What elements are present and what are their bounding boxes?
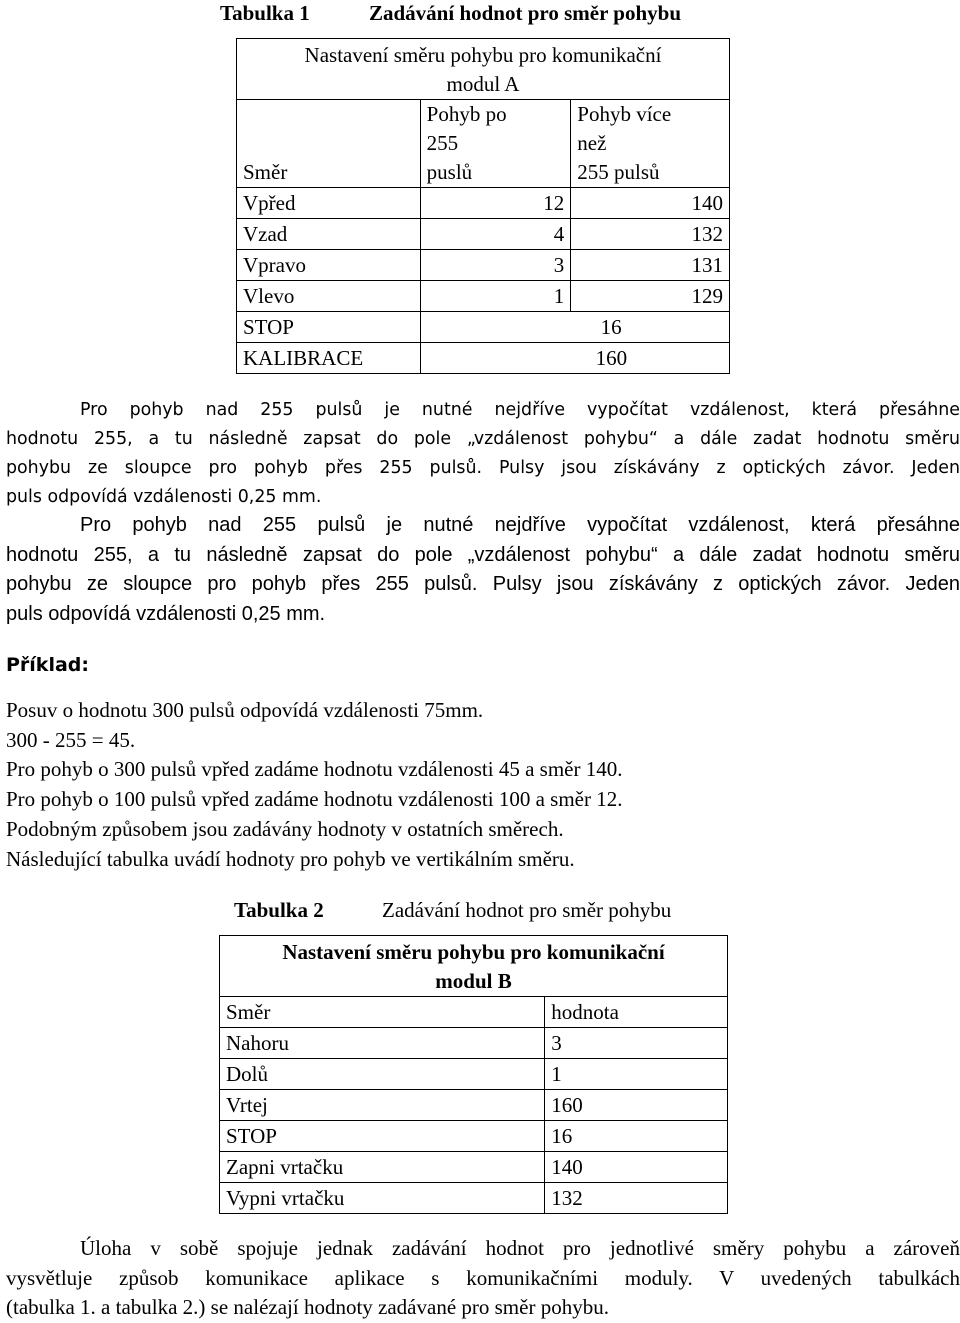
table-row [237,219,730,250]
table-row [220,1059,728,1090]
table1-a-cell: 4 [420,219,571,250]
table1-b-cell: 129 [571,281,730,312]
paragraph-2 [6,511,960,629]
paragraph-1-line: puls odpovídá vzdálenosti 0,25 mm. [6,487,322,507]
table1-dir-cell: STOP [237,312,421,343]
table-row [220,1121,728,1152]
table2-val-cell: 1 [545,1059,728,1090]
table2-dir-cell: Vrtej [220,1090,545,1121]
table-row [220,1090,728,1121]
table2-val-cell: 132 [545,1183,728,1214]
table1-dir-cell: Vzad [237,219,421,250]
table1-b-cell: 131 [571,250,730,281]
example-body [6,696,960,874]
table1-col-a [420,100,571,188]
table1-b-cell: 132 [571,219,730,250]
table2-val-cell: 3 [545,1028,728,1059]
example-line: Posuv o hodnotu 300 pulsů odpovídá vzdálenosti 75mm. [6,698,484,722]
table-row [220,1183,728,1214]
table1-label: Tabulka 1 [220,1,310,25]
table1-dir-cell: KALIBRACE [237,343,421,374]
table2-val-cell: 160 [545,1090,728,1121]
table1-col-b [571,100,730,188]
table1-a-cell: 12 [420,188,571,219]
example-line: Podobným způsobem jsou zadávány hodnoty v ostatních směrech. [6,816,564,841]
table2-header-row [220,997,728,1028]
table2 [219,935,728,1214]
paragraph-2-line: Pro pohyb nad 255 pulsů je nutné nejdříve vypočítat vzdálenost, která přesáhne [80,514,960,536]
table2-title-line2: modul B [435,969,512,993]
example-heading: Příklad: [6,654,89,676]
example-line: 300 - 255 = 45. [6,727,136,752]
closing-line: (tabulka 1. a tabulka 2.) se nalézají hodnoty zadávané pro směr pohybu. [6,1295,609,1319]
table2-col-dir: Směr [220,997,545,1028]
table1-col-b-line1: Pohyb více [577,102,672,126]
table-row [237,312,730,343]
table1-dir-cell: Vpravo [237,250,421,281]
table1-col-a-line2: 255 [426,131,459,155]
table1-col-a-line3: puslů [426,160,473,184]
table1-title [237,39,730,100]
table-row [237,250,730,281]
paragraph-1-line: Pro pohyb nad 255 pulsů je nutné nejdříve vypočítat vzdálenost, která přesáhne [80,400,960,420]
table1-a-cell: 3 [420,250,571,281]
table2-dir-cell: Dolů [220,1059,545,1090]
table2-title [220,936,728,997]
table2-title-line1: Nastavení směru pohybu pro komunikační [282,940,665,964]
paragraph-1-line: hodnotu 255, a tu následně zapsat do pole „vzdálenost pohybu“ a dále zadat hodnotu směru [6,429,960,449]
table2-label: Tabulka 2 [234,898,324,922]
closing-line: Úloha v sobě spojuje jednak zadávání hodnot pro jednotlivé směry pohybu a zároveň [80,1236,960,1260]
table-row [237,343,730,374]
table1-dir-cell: Vpřed [237,188,421,219]
table-row [237,281,730,312]
table1-merged-cell: 160 [420,343,729,374]
table1-header-row [237,100,730,188]
table2-dir-cell: Nahoru [220,1028,545,1059]
table1-caption: Zadávání hodnot pro směr pohybu [369,1,681,25]
table2-caption: Zadávání hodnot pro směr pohybu [382,898,672,922]
table1-merged-cell: 16 [420,312,729,343]
example-line: Následující tabulka uvádí hodnoty pro pohyb ve vertikálním směru. [6,846,575,871]
table2-dir-cell: STOP [220,1121,545,1152]
table2-dir-cell: Zapni vrtačku [220,1152,545,1183]
paragraph-1-line: pohybu ze sloupce pro pohyb přes 255 pulsů. Pulsy jsou získávány z optických závor. Jeden [6,458,960,478]
table1-title-line2: modul A [446,72,520,96]
table2-val-cell: 140 [545,1152,728,1183]
table1-dir-cell: Vlevo [237,281,421,312]
closing-paragraph [6,1234,960,1323]
paragraph-2-line: hodnotu 255, a tu následně zapsat do pole „vzdálenost pohybu“ a dále zadat hodnotu směru [6,543,960,566]
table1-col-dir: Směr [237,100,421,188]
table1-col-b-line3: 255 pulsů [577,160,660,184]
example-line: Pro pohyb o 100 pulsů vpřed zadáme hodnotu vzdálenosti 100 a směr 12. [6,787,623,812]
table2-val-cell: 16 [545,1121,728,1152]
table1-title-line1: Nastavení směru pohybu pro komunikační [304,43,662,67]
table2-dir-cell: Vypni vrtačku [220,1183,545,1214]
table-row [220,1028,728,1059]
table1-col-b-line2: než [577,131,607,155]
table-row [237,188,730,219]
table1 [236,38,730,374]
example-line: Pro pohyb o 300 pulsů vpřed zadáme hodnotu vzdálenosti 45 a směr 140. [6,757,623,782]
paragraph-2-line: puls odpovídá vzdálenosti 0,25 mm. [6,602,326,625]
table2-col-val: hodnota [545,997,728,1028]
table1-a-cell: 1 [420,281,571,312]
closing-line: vysvětluje způsob komunikace aplikace s komunikačními moduly. V uvedených tabulkách [6,1265,960,1290]
table1-col-a-line1: Pohyb po [426,102,507,126]
paragraph-2-line: pohybu ze sloupce pro pohyb přes 255 pulsů. Pulsy jsou získávány z optických závor. Jeden [6,573,960,595]
paragraph-1 [6,396,960,512]
table1-b-cell: 140 [571,188,730,219]
table-row [220,1152,728,1183]
